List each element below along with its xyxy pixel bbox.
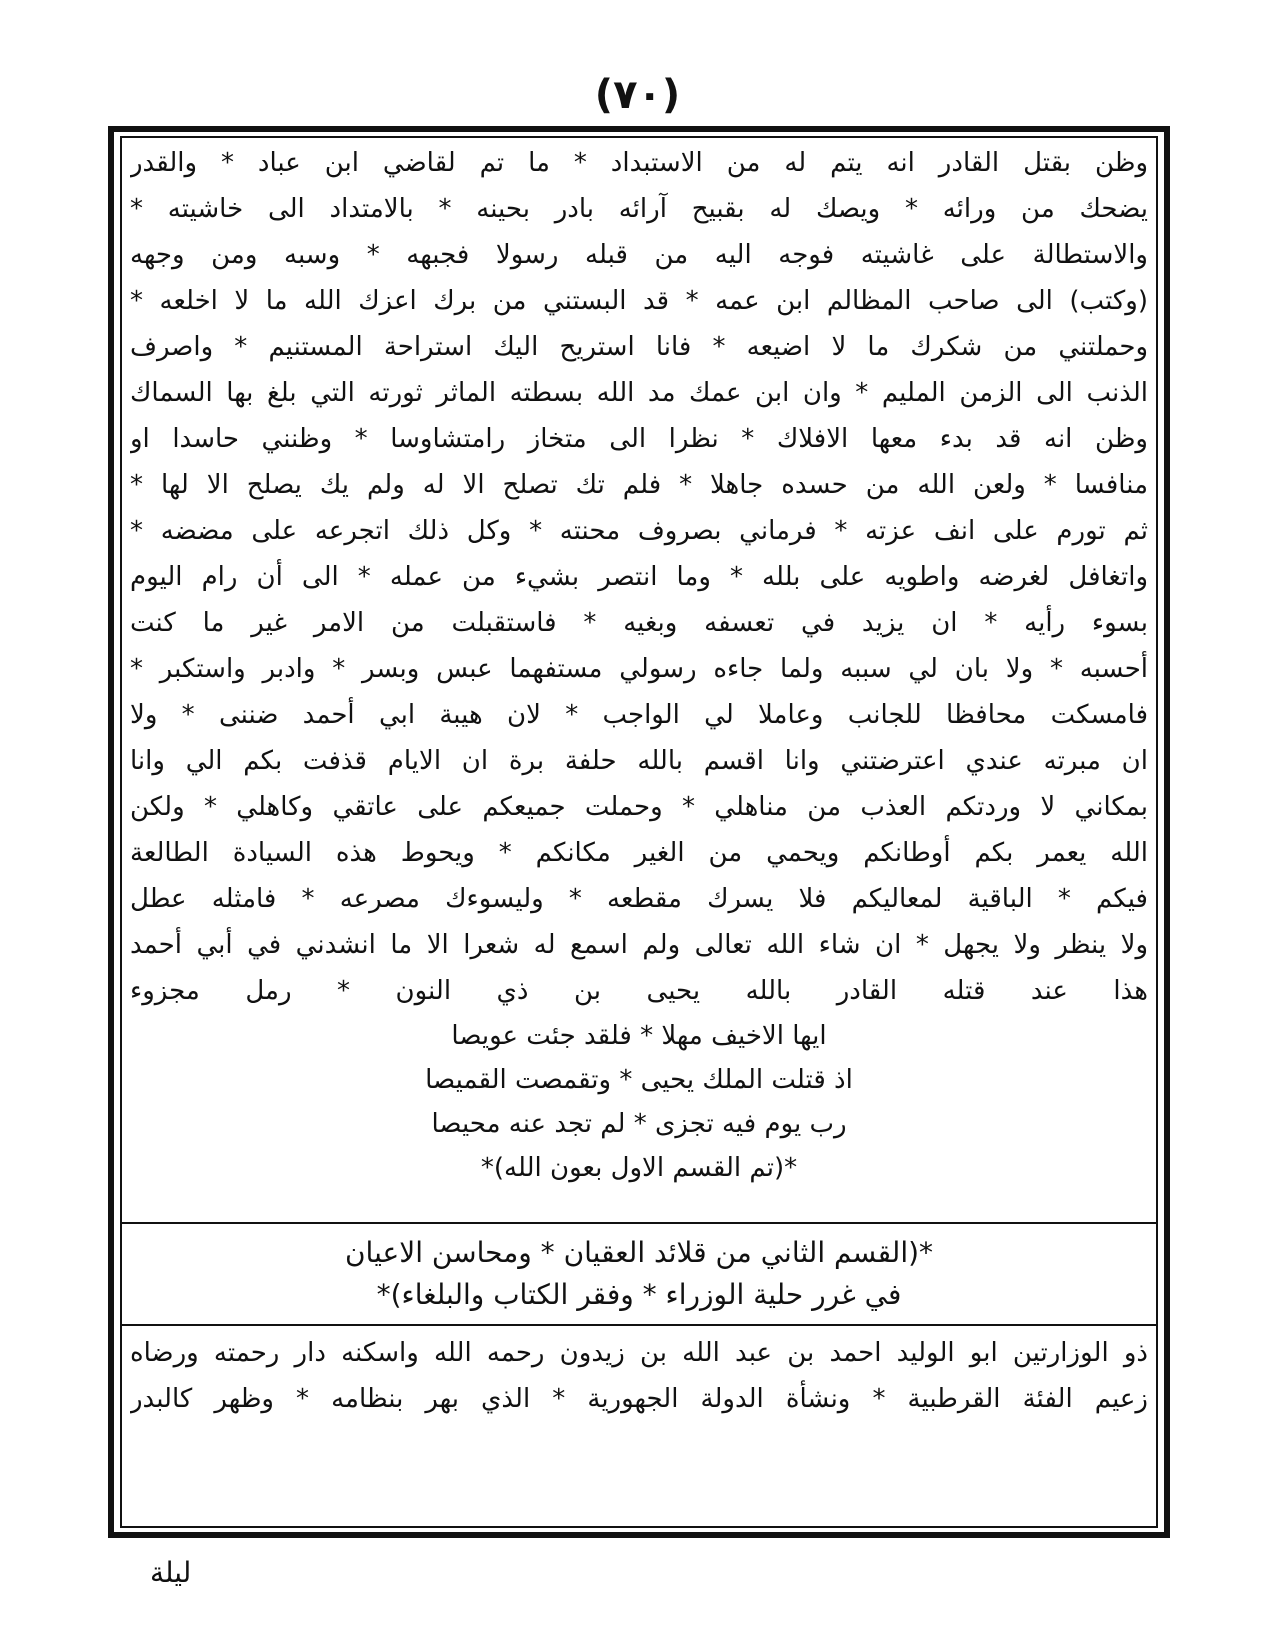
divider-rule [120,1222,1158,1224]
section-heading [130,1232,1148,1316]
verse-line: رب يوم فيه تجزى * لم تجد عنه محيصا [431,1109,847,1139]
text-line: ان مبرته عندي اعترضتني وانا اقسم بالله حلفة برة ان الايام قذفت بكم الي وانا [130,746,1148,776]
verse-line: ايها الاخيف مهلا * فلقد جئت عويصا [451,1021,827,1051]
page-number: (٧٠) [594,72,681,118]
text-line: زعيم الفئة القرطبية * ونشأة الدولة الجهورية * الذي بهر بنظامه * وظهر كالبدر [130,1384,1148,1414]
divider-rule [120,1324,1158,1326]
text-line: الله يعمر بكم أوطانكم ويحمي من الغير مكانكم * ويحوط هذه السيادة الطالعة [130,838,1148,868]
text-line: الذنب الى الزمن المليم * وان ابن عمك مد الله بسطته الماثر ثورته التي بلغ بها السماك [130,378,1148,408]
text-line: وظن انه قد بدء معها الافلاك * نظرا الى متخاز رامتشاوسا * وظنني حاسدا او [130,424,1148,454]
section-heading-line: *(القسم الثاني من قلائد العقيان * ومحاسن الاعيان [344,1236,934,1269]
verse-line: اذ قتلت الملك يحيى * وتقمصت القميصا [425,1065,853,1095]
text-line: أحسبه * ولا بان لي سببه ولما جاءه رسولي مستفهما عبس وبسر * وادبر واستكبر * [130,654,1148,684]
text-line: منافسا * ولعن الله من حسده جاهلا * فلم تك تصلح الا له ولم يك يصلح الا لها * [130,470,1148,500]
text-line: ثم تورم على انف عزته * فرماني بصروف محنته * وكل ذلك اتجرعه على مضضه * [130,516,1148,546]
text-line: ولا ينظر ولا يجهل * ان شاء الله تعالى ولم اسمع له شعرا الا ما انشدني في أبي أحمد [130,930,1148,960]
text-line: (وكتب) الى صاحب المظالم ابن عمه * قد البستني من برك اعزك الله ما لا اخلعه * [130,286,1148,316]
main-text [130,140,1148,1190]
text-line: ذو الوزارتين ابو الوليد احمد بن عبد الله بن زيدون رحمه الله واسكنه دار رحمته ورضاه [130,1338,1148,1368]
text-line: والاستطالة على غاشيته فوجه اليه من قبله رسولا فجبهه * وسبه ومن وجهه [130,240,1148,270]
text-line: بمكاني لا وردتكم العذب من مناهلي * وحملت جميعكم على عاتقي وكاهلي * ولكن [130,792,1148,822]
section-heading-line: في غرر حلية الوزراء * وفقر الكتاب والبلغاء)* [376,1278,902,1311]
text-line: بسوء رأيه * ان يزيد في تعسفه وبغيه * فاستقبلت من الامر غير ما كنت [130,608,1148,638]
section-closing: *(تم القسم الاول بعون الله)* [480,1153,798,1183]
catchword: ليلة [150,1556,192,1589]
text-line: يضحك من ورائه * ويصك له بقبيح آرائه بادر بحينه * بالامتداد الى خاشيته * [130,194,1148,224]
text-line: واتغافل لغرضه واطويه على بلله * وما انتصر بشيء من عمله * الى أن رام اليوم [130,562,1148,592]
text-line: فيكم * الباقية لمعاليكم فلا يسرك مقطعه * وليسوءك مصرعه * فامثله عطل [130,884,1148,914]
text-line: وظن بقتل القادر انه يتم له من الاستبداد * ما تم لقاضي ابن عباد * والقدر [130,148,1148,178]
text-line: فامسكت محافظا للجانب وعاملا لي الواجب * لان هيبة ابي أحمد ضننى * ولا [130,700,1148,730]
text-line: هذا عند قتله القادر بالله يحيى بن ذي النون * رمل مجزوء [130,976,1148,1006]
bottom-text [130,1330,1148,1422]
text-line: وحملتني من شكرك ما لا اضيعه * فانا استريح اليك استراحة المستنيم * واصرف [130,332,1148,362]
